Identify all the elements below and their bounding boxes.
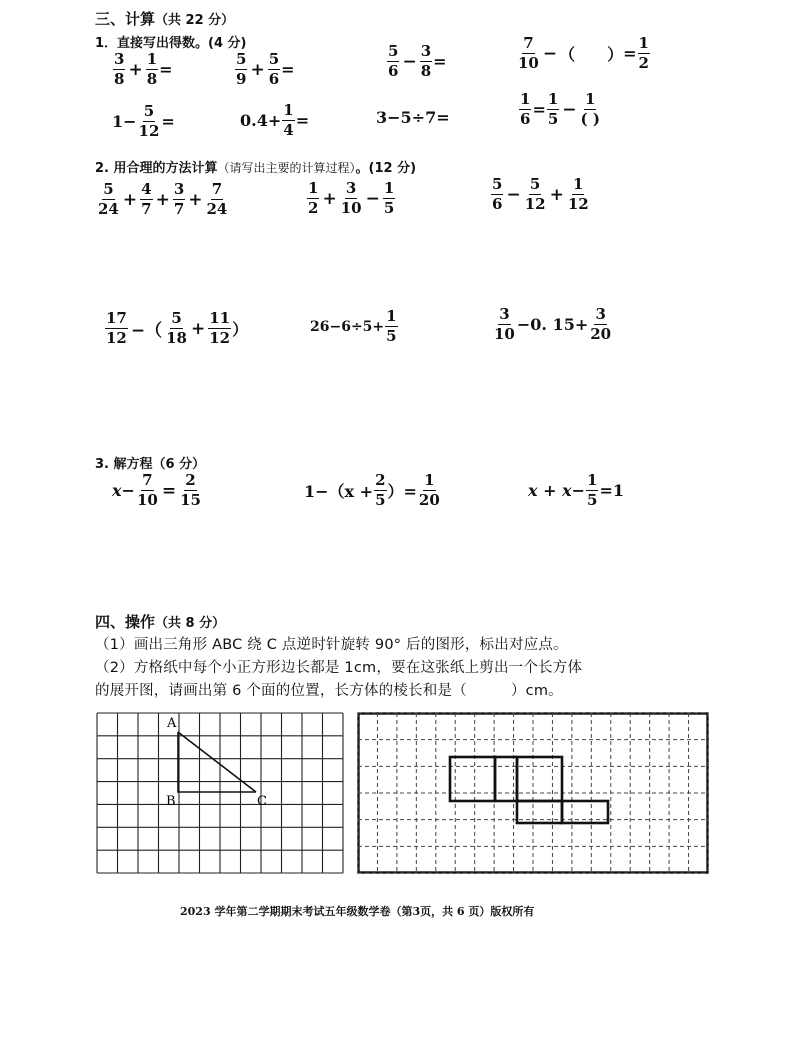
cuboid-net xyxy=(450,757,608,823)
q2-expr-5: 26−6÷5+ $\frac{1}{5}$ xyxy=(310,307,397,345)
q3-equation-2: 1−（x + $\frac{2}{5}$ ）= $\frac{1}{20}$ xyxy=(304,471,440,509)
page-footer: 2023 学年第二学期期末考试五年级数学卷（第3页，共 6 页）版权所有 xyxy=(180,905,535,918)
vertex-label-a: A xyxy=(167,716,177,731)
q2-expr-6: $\frac{3}{10}$ −0. 15+ $\frac{3}{20}$ xyxy=(494,305,612,343)
q1-expr-7: 3−5÷7= xyxy=(376,108,450,127)
q2-title: 2. 用合理的方法计算（请写出主要的计算过程）。(12 分) xyxy=(95,161,417,176)
q1-expr-3: $\frac{5}{6}$ − $\frac{3}{8}$ = xyxy=(388,42,447,80)
dashed-grid-lines xyxy=(358,713,708,873)
q1-title: 1．直接写出得数。(4 分) xyxy=(95,36,247,51)
section4-heading xyxy=(95,611,225,632)
q2-note: （请写出主要的计算过程） xyxy=(217,161,356,175)
section4-title: 四、操作 xyxy=(95,613,156,631)
q3-title: 3. 解方程（6 分） xyxy=(95,457,206,472)
triangle-hypotenuse xyxy=(178,732,256,792)
section4-instruction-3: 的展开图，请画出第 6 个面的位置，长方体的棱长和是（ ）cm。 xyxy=(95,683,563,699)
net-grid[interactable] xyxy=(357,712,709,874)
section3-score: （共 22 分） xyxy=(155,13,235,28)
section4-instruction-1: （1）画出三角形 ABC 绕 C 点逆时针旋转 90° 后的图形，标出对应点。 xyxy=(95,637,568,653)
q3-equation-3: x + x− $\frac{1}{5}$ =1 xyxy=(528,471,625,509)
q1-expr-8: $\frac{1}{6}$ = $\frac{1}{5}$ − $\frac{1}{( )}$ xyxy=(520,90,600,128)
vertex-label-b: B xyxy=(166,794,176,809)
section4-score: （共 8 分） xyxy=(155,616,226,631)
q2-expr-3: $\frac{5}{6}$ − $\frac{5}{12}$ + $\frac{1}{12}$ xyxy=(492,175,589,213)
net-face-1 xyxy=(450,757,495,801)
q3-equation-1: x− $\frac{7}{10}$ = $\frac{2}{15}$ xyxy=(112,471,201,509)
fraction: $\frac{1}{8}$ xyxy=(146,50,158,88)
fraction: $\frac{3}{8}$ xyxy=(114,50,125,88)
answer-blank[interactable]: （ ） xyxy=(559,45,624,64)
answer-blank[interactable]: ( ) xyxy=(580,110,600,128)
q1-expr-4: $\frac{7}{10}$ − （ ） = $\frac{1}{2}$ xyxy=(518,34,649,72)
q1-expr-2: $\frac{5}{9}$ + $\frac{5}{6}$ = xyxy=(236,50,295,88)
q2-expr-1: $\frac{5}{24}$ + $\frac{4}{7}$ + $\frac{3}{7}$ + $\frac{7}{24}$ xyxy=(98,180,228,218)
section4-instruction-2: （2）方格纸中每个小正方形边长都是 1cm，要在这张纸上剪出一个长方体 xyxy=(95,660,583,676)
vertex-label-c: C xyxy=(257,794,267,809)
section3-heading xyxy=(95,8,234,29)
q2-expr-2: $\frac{1}{2}$ + $\frac{3}{10}$ − $\frac{1}{5}$ xyxy=(308,179,395,217)
triangle-grid[interactable] xyxy=(96,712,344,874)
net-face-3 xyxy=(517,757,562,801)
q1-expr-6: 0.4+ $\frac{1}{4}$ = xyxy=(240,101,310,139)
section3-title: 三、计算 xyxy=(95,10,156,28)
q1-expr-1: $\frac{3}{8}$ + $\frac{1}{8}$ = xyxy=(114,50,173,88)
grid-lines xyxy=(97,713,343,873)
q2-expr-4: $\frac{17}{12}$ −（ $\frac{5}{18}$ + $\frac{11}{12}$ ） xyxy=(106,309,249,347)
q1-expr-5: 1− $\frac{5}{12}$ = xyxy=(112,102,175,140)
